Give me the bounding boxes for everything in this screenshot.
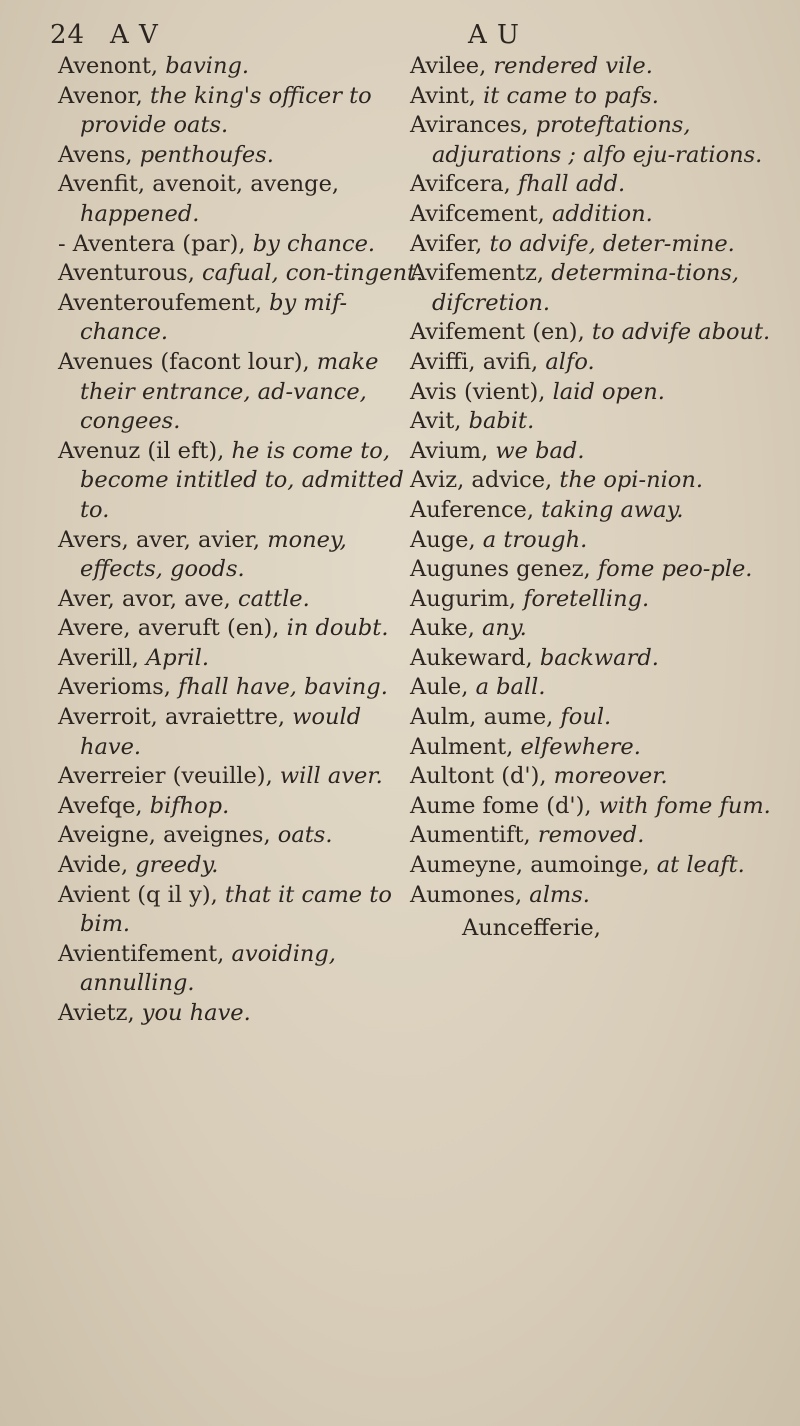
right-guide-letters: A U (468, 20, 520, 50)
right-column (410, 52, 790, 944)
dictionary-entry: Avium, we bad. (410, 437, 585, 464)
dictionary-entry: Aultont (d'), moreover. (410, 763, 668, 790)
left-column (58, 52, 428, 1029)
dictionary-entry: Aventeroufement, by mif-chance. (58, 289, 348, 346)
dictionary-entry: Augunes genez, fome peo-ple. (410, 556, 753, 583)
dictionary-entry: Auference, taking away. (410, 496, 684, 523)
catchword-line (410, 914, 790, 944)
dictionary-entry: Averill, April. (58, 644, 209, 671)
dictionary-entry: Aule, a ball. (410, 674, 546, 701)
dictionary-entry: Avit, babit. (410, 408, 535, 435)
catchword: Auncefferie, (462, 915, 601, 942)
dictionary-entry: Aveigne, aveignes, oats. (58, 822, 333, 849)
dictionary-entry: Avens, penthoufes. (58, 141, 274, 168)
dictionary-entry: Aume fome (d'), with fome fum. (410, 792, 771, 819)
dictionary-entry: Aulm, aume, foul. (410, 704, 612, 731)
dictionary-entry: Avere, averuft (en), in doubt. (58, 615, 389, 642)
page-number: 24 (50, 20, 86, 50)
dictionary-entry: Aver, avor, ave, cattle. (58, 585, 310, 612)
dictionary-entry: Auge, a trough. (410, 526, 588, 553)
dictionary-entry: - Aventera (par), by chance. (58, 230, 376, 257)
dictionary-entry: Aviffi, avifi, alfo. (410, 348, 595, 375)
dictionary-entry: Avis (vient), laid open. (410, 378, 665, 405)
dictionary-entry: Avietz, you have. (58, 1000, 251, 1026)
dictionary-entry: Avilee, rendered vile. (410, 53, 653, 79)
dictionary-entry: Avifcera, fhall add. (410, 171, 626, 198)
dictionary-entry: Avifementz, determina-tions, difcretion. (410, 260, 740, 316)
left-guide-letters: A V (110, 20, 159, 50)
dictionary-entry: Aumeyne, aumoinge, at leaft. (410, 852, 745, 879)
dictionary-entry: Avenues (facont lour), make their entrance, ad-vance, congees. (58, 348, 379, 435)
dictionary-entry: Avide, greedy. (58, 852, 219, 879)
dictionary-entry: Aulment, elfewhere. (410, 733, 641, 760)
dictionary-entry: Aukeward, backward. (410, 644, 659, 671)
dictionary-entry: Aumones, alms. (410, 881, 590, 908)
dictionary-entry: Avientifement, avoiding, annulling. (58, 940, 336, 997)
dictionary-entry: Avient (q il y), that it came to bim. (58, 881, 392, 938)
dictionary-entry: Auke, any. (410, 615, 527, 642)
dictionary-entry: Averioms, fhall have, baving. (58, 674, 388, 701)
dictionary-entry: Avefqe, bifhop. (58, 792, 230, 819)
dictionary-entry: Augurim, foretelling. (410, 585, 650, 612)
dictionary-entry: Avifcement, addition. (410, 200, 653, 227)
dictionary-entry: Avifer, to advife, deter-mine. (410, 230, 735, 257)
dictionary-entry: Avint, it came to pafs. (410, 82, 659, 109)
dictionary-entry: Averroit, avraiettre, would have. (58, 704, 362, 760)
dictionary-entry: Avenor, the king's officer to provide oats. (58, 82, 372, 139)
dictionary-entry: Averreier (veuille), will aver. (58, 763, 383, 790)
dictionary-entry: Avenfit, avenoit, avenge, happened. (58, 171, 340, 227)
dictionary-entry: Aumentift, removed. (410, 822, 645, 849)
dictionary-entry: Avenuz (il eft), he is come to, become intitled to, admitted to. (58, 437, 404, 523)
dictionary-entry: Avers, aver, avier, money, effects, goods. (58, 526, 347, 583)
dictionary-entry: Avifement (en), to advife about. (410, 319, 771, 346)
dictionary-entry: Aventurous, cafual, con-tingent. (58, 260, 424, 287)
dictionary-entry: Avirances, proteftations, adjurations ; alfo eju-rations. (410, 112, 763, 168)
dictionary-entry: Avenont, baving. (58, 53, 250, 79)
dictionary-entry: Aviz, advice, the opi-nion. (410, 467, 703, 494)
